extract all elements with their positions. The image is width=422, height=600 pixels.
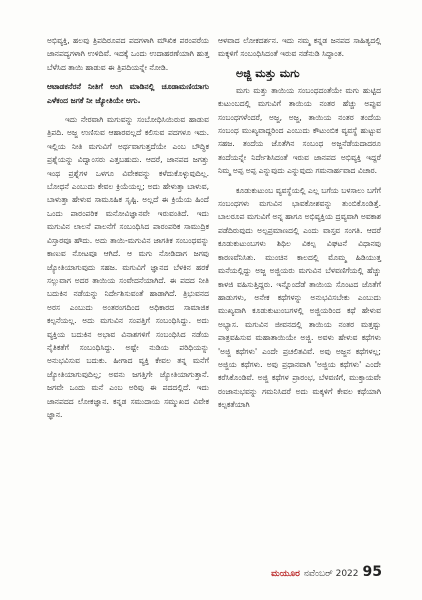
left-column bbox=[47, 34, 209, 427]
magazine-name: ಮಯೂರ bbox=[271, 569, 300, 579]
paragraph: ಕೂಡುಕುಟುಂಬ ವ್ಯವಸ್ಥೆಯಲ್ಲಿ ಎಲ್ಲ ಬಗೆಯ ಬಳಸಾಲು ಬಗೆಗೆ ಸಂಬಂಧಗಳು ಮಗುವಿನ ಭಾವಕೋಶವನ್ನು ತುಂಬಿಕೊಂಡಿತ್ತೆ. ಬಾಲರೂಪ ಮಗುವಿಗೆ ಅನ್ನ ಹಾಗೂ ಅಭಿವ್ಯಕ್ತಿಯ ದ್ರವ್ಯವಾಗಿ ಅವಕಾಶ ಪಡೆದಿರುವುದು ಅಲ್ಪಪ್ರಮಾಣದಲ್ಲಿ ಎಂದು ವಾಸ್ತವ ಸಂಗತಿ. ಆದರೆ ಕೂಡುಕುಟುಂಬಗಳು ಶಿಥಿಲ ವಿಕಲ್ಪ ವಿಘಟನೆ ವಿಧಾನವು ಕಾರಣವೆನಿಸಿತು. ಮುಂಚಿನ ಕಾಲದಲ್ಲಿ ಮೊಮ್ಮ ಹಿಡಿಯುತ್ತ ಮನೆಯಲ್ಲಿದ್ದು ಅಜ್ಜ ಅಜ್ಜಿಯರು ಮಗುವಿನ ಬೆಳವಣಿಗೆಯಲ್ಲಿ ಹೆಚ್ಚು ಕಾಳಜಿ ವಹಿಸುತ್ತಿದ್ದರು. ಇನ್ನೊಂದೆಡೆ ತಾಯಿಯ ಸೊಂಟದ ಜೊತೆಗೆ ಹಾಡುಗಳು, ಅನೇಕ ಕಥೆಗಳನ್ನು ಅನುಭವಿಸಬೇಕು ಎಂಬುದು ಮುಖ್ಯವಾಗಿ ಕೂಡುಕುಟುಂಬಗಳಲ್ಲಿ ಅಜ್ಜಿಯರಿಂದ ಕಥೆ ಹೇಳುವ ಅಭ್ಯಾಸ. ಮಗುವಿನ ಜೀವನದಲ್ಲಿ ತಾಯಿಯ ನಂತರ ಮತ್ತಷ್ಟು ಪಾತ್ರವಹಿಸುವ ಮಹಾತಾಯಿಯೇ ಅಜ್ಜಿ. ಅವಳು ಹೇಳುವ ಕಥೆಗಳು 'ಅಜ್ಜಿ ಕಥೆಗಳು' ಎಂದೇ ಪ್ರಚಲಿತವಿವೆ. ಅವು ಅಜ್ಜನ ಕಥೆಗಳಲ್ಲ; ಅಜ್ಜಿಯ ಕಥೆಗಳು. ಅವು ಪ್ರಧಾನವಾಗಿ 'ಅಜ್ಜಿಯ ಕಥೆಗಳು' ಎಂದೇ ಕರೆಸಿಕೊಂಡಿವೆ. ಅಜ್ಜಿ ಕಥೆಗಳ ಪ್ರಾರಂಭ, ಬೆಳವಣಿಗೆ, ಮುಕ್ತಾಯವೇ ರಂಜಾನುಭವನ್ನು ಗಮನಿಸಿದರೆ ಅದು ಮಕ್ಕಳಿಗೆ ಕೇವಲ ಕಥೆಯಾಗಿ ಕಲ್ಪಕತೆಯಾಗಿ bbox=[218, 185, 381, 410]
verse-quote: ಆಟಾಡಕನೆರನೆ ನೀತಿಗೆ ಆಂಗಿ ಮಾಡಿನಲ್ಲಿ ಚೂಡಾಮಣಿಯಾಗು ಎಳೆಕಂದ ಜಗಕೆ ನೀ ಜ್ಯೋತಿಯೇ ಆಗು. bbox=[47, 82, 209, 105]
paragraph: ಮಗು ಮತ್ತು ತಾಯಿಯ ಸಂಬಂಧದಂತೆಯೇ ಮಗು ಹುಟ್ಟಿದ ಕುಟುಂಬದಲ್ಲಿ ಮಗುವಿಗೆ ತಾಯಿಯ ನಂತರ ಹೆಚ್ಚು ಅಪ್ಪುವ ಸಂಬಂಧಗಳೆಂದರೆ, ಅಜ್ಜ, ಅಜ್ಜ, ತಾಯಿಯ ನಂತರ ತಂದೆಯ ಸಂಬಂಧ ಮುಖ್ಯವಾದ್ದರಿಂದ ಎಂಬುದು ಕೌಟುಂಬಿಕ ವ್ಯವಸ್ಥೆ ಹುಟ್ಟುವ ಸಹಜ. ತಂದೆಯ ಜೊತೆಗಿನ ಸಂಬಂಧ ಅಜ್ಜನೆಡೆಯದಾದರೂ ತಂದೆಯನ್ನೇ ನಿರ್ದೇಶಿಸಿದಂತೆ ಇರುವ ಜಾನಪದ ಅಭಿವ್ಯಕ್ತಿ ಇದ್ದರೆ ನಿಮ್ಮ ಅಪ್ಪ ಅಪ್ಪ ಎನ್ನುವುದು ಎನ್ನುವುದು ಗಮನಾರ್ಹವಾದ ವಿಚಾರ. bbox=[218, 85, 381, 176]
paragraph: ಆಳವಾದ ಲೋಕದರ್ಶನ. ಇದು ನಮ್ಮ ಕನ್ನಡ ಜನಪದ ಸಾಹಿತ್ಯದಲ್ಲಿ ಮಕ್ಕಳಿಗೆ ಸಂಬಂಧಿಸಿದಂತೆ ಇರುವ ನಡೆನುಡಿ ಸಿದ್ಧಾಂತ. bbox=[218, 36, 381, 59]
page-number: 95 bbox=[362, 564, 382, 580]
issue-date: ನವೆಂಬರ್ 2022 bbox=[303, 569, 359, 579]
right-column bbox=[218, 34, 381, 418]
paragraph: ಇದು ನೇರವಾಗಿ ಮಗುವನ್ನು ಸಂಬೋಧಿಸಿಯಿರುವ ಹಾಡುವ ತ್ರಿಪದಿ. ಅಜ್ಜ ಉಣಿಸುವ ಆಹಾರವಲ್ಲದೆ ಕಲಿಸುವ ಪದಗಳೂ ಇದು. ಇಲ್ಲಿಯ ನೀತಿ ಮಗುವಿಗೆ ಅರ್ಥವಾಗುತ್ತದೆಯೇ ಎಂಬ ಬೌದ್ಧಿಕ ಪ್ರಶ್ನೆಯನ್ನು ವಿದ್ವಾಂಸರು ಎತ್ತಬಹುದು. ಆದರೆ, ಜಾನಪದ ಜಗತ್ತು ಇಂಥ ಪ್ರಶ್ನೆಗಳ ಒಳಗೂ ವಿವೇಕವನ್ನು ಕಳೆದುಕೊಳ್ಳುವುದಿಲ್ಲ. ಬೋಧನೆ ಎಂಬುದು ಕೇವಲ ಕ್ರಿಯೆಯಲ್ಲ; ಅದು ಹೇಳುತ್ತಾ ಬಾಳುವ, ಬಾಳುತ್ತಾ ಹೇಳುವ ಸಾಮೂಹಿಕ ಸೃಷ್ಟಿ. ಅಲ್ಲದೆ ಈ ಕ್ರಿಯೆಯ ಹಿಂದೆ ಒಂದು ಪಾರಂಪರಿಕ ಮನೋವಿಜ್ಞಾನವೇ ಇರುವಂತಿದೆ. ಇದು ಮಗುವಿನ ಲಾಲನೆ ಪಾಲನೆಗೆ ಸಂಬಂಧಿಸಿದ ಪಾರಂಪರಿಕ ಸಾಮುದ್ರಿಕ ವಿಸ್ತಾರವೂ ಹೌದು. ಅದು ತಾಯಿ-ಮಗುವಿನ ಜಾಗತಿಕ ಸಂಬಂಧವನ್ನು ಕಾಣುವ ನೋಟವೂ ಆಗಿದೆ. ಆ ಮಗು ನೋಡಿದಾಗ ಜಗವು ಜ್ಯೋತಿಯಾಗುವುದು ಸಹಜ. ಮಗುವಿಗೆ ಜ್ಞಾನದ ಬೆಳಕಿನ ಹರಕೆ ಸಲ್ಲುವಾಗ ಅದರ ತಾಯಿಯ ಸಂವೇದನೆಯಾಗಿದೆ. ಈ ಪದದ ನೀತಿ ಬದುಕಿನ ನಡೆಯನ್ನು ನಿರ್ದೇಶಿಸುವಂತೆ ಹಾಡಾಗಿದೆ. ತ್ರಿಭುವನದ ಅರಸ ಎಂಬುದು ಅಂತರಂಗದಿಂದ ಅಧಿಕಾರದ ಸಾಮಾಜಿಕ ಕಲ್ಪನೆಯಲ್ಲ. ಅದು ಮಗುವಿನ ಸಂಪತ್ತಿಗೆ ಸಂಬಂಧಿಸಿದ್ದು. ಅದು ವ್ಯಕ್ತಿಯ ಬದುಕಿನ ಅಭಾವ ವಿನಾಶಗಳಿಗೆ ಸಂಬಂಧಿಸಿದ ನಡೆಯ ನೈತಿಕತೆಗೆ ಸಂಬಂಧಿಸಿದ್ದು. ಅಷ್ಟೇ ನುಡಿಯ ಪರಿಧಿಯನ್ನು ಅನುಭವಿಸುವ ಬದುಕು. ಹೀಗಾದ ವ್ಯಕ್ತಿ ಕೇವಲ ತನ್ನ ಮನೆಗೆ ಜ್ಯೋತಿಯಾಗುವುದಿಲ್ಲ; ಅವನು ಜಗತ್ತಿಗೇ ಜ್ಯೋತಿಯಾಗುತ್ತಾನೆ. ಜಗವೇ ಒಂದು ಮನೆ ಎಂಬ ಅರಿವು ಈ ಪದದಲ್ಲಿದೆ. ಇದು ಜಾನಪದದ ಲೋಕಜ್ಞಾನ. ಕನ್ನಡ ಸಮುದಾಯ ಸಮ್ಮುಖದ ವಿವೇಕ ಜ್ಞಾನ. bbox=[47, 115, 209, 419]
page-footer bbox=[271, 564, 382, 580]
paragraph: ಅಭಿವ್ಯಕ್ತಿ, ಹಲವು ತ್ರಿಪದಿರೂಪದ ಪದಗಳಾಗಿ ಮೌಖಿಕ ಪರಂಪರೆಯ ಜಾನಪದ್ಯಗಳಾಗಿ ಉಳಿದಿವೆ. ಇದಕ್ಕೆ ಒಂದು ಉದಾಹರಣೆಯಾಗಿ ಹುತ್ತ ಬೆಳೆಸಿದ ತಾಯಿ ಹಾಡುವ ಈ ತ್ರಿಪದಿಯನ್ನೇ ನೋಡಿ. bbox=[47, 36, 209, 72]
section-heading: ಅಜ್ಜಿ ಮತ್ತು ಮಗು bbox=[236, 66, 300, 80]
